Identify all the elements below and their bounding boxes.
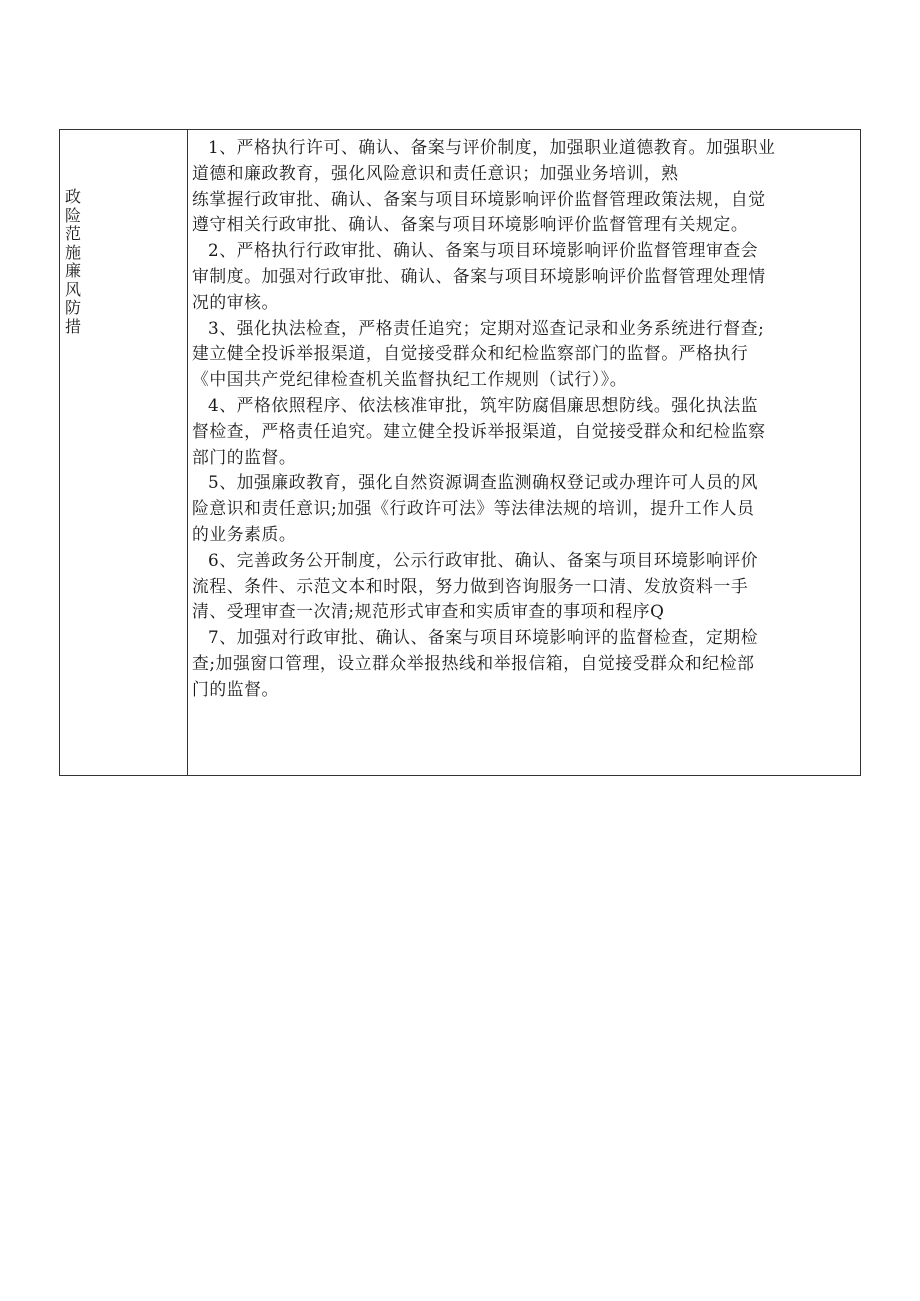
paragraph-line: 练掌握行政审批、确认、备案与项目环境影响评价监督管理政策法规，自觉 [192, 188, 766, 209]
paragraph-line: 遵守相关行政审批、确认、备案与项目环境影响评价监督管理有关规定。 [192, 214, 749, 235]
measure-paragraph-4 [192, 393, 860, 470]
paragraph-line: 部门的监督。 [192, 446, 297, 467]
paragraph-line: 险意识和责任意识;加强《行政许可法》等法律法规的培训，提升工作人员 [192, 498, 755, 519]
paragraph-line: 督检查，严格责任追究。建立健全投诉举报渠道，自觉接受群众和纪检监察 [192, 420, 766, 441]
paragraph-line: 道德和廉政教育，强化风险意识和责任意识；加强业务培训，熟 [192, 162, 679, 183]
paragraph-line: 2、严格执行行政审批、确认、备案与项目环境影响评价监督管理审查会 [208, 240, 759, 261]
measure-paragraph-2 [192, 238, 860, 315]
row-label: 政险范施廉风防措 [65, 187, 82, 336]
measure-paragraph-5 [192, 470, 860, 547]
measure-paragraph-7 [192, 625, 860, 702]
paragraph-line: 建立健全投诉举报渠道，自觉接受群众和纪检监察部门的监督。严格执行 [192, 343, 749, 364]
measure-paragraph-1 [192, 135, 860, 238]
paragraph-line: 门的监督。 [192, 678, 279, 699]
paragraph-line: 4、严格依照程序、依法核准审批，筑牢防腐倡廉思想防线。强化执法监 [208, 394, 759, 415]
paragraph-line: 审制度。加强对行政审批、确认、备案与项目环境影响评价监督管理处理情 [192, 265, 766, 286]
row-label-cell [60, 130, 188, 775]
measures-table [59, 129, 861, 776]
paragraph-line: 3、强化执法检查，严格责任追究；定期对巡查记录和业务系统进行督查; [208, 317, 765, 338]
paragraph-line: 的业务素质。 [192, 523, 297, 544]
paragraph-line: 查;加强窗口管理，设立群众举报热线和举报信箱，自觉接受群众和纪检部 [192, 652, 755, 673]
paragraph-line: 6、完善政务公开制度，公示行政审批、确认、备案与项目环境影响评价 [208, 549, 759, 570]
paragraph-line: 《中国共产党纪律检查机关监督执纪工作规则（试行）》。 [192, 369, 628, 390]
paragraph-line: 1、严格执行许可、确认、备案与评价制度，加强职业道德教育。加强职业 [208, 137, 776, 157]
measure-paragraph-3 [192, 316, 860, 393]
paragraph-line: 5、加强廉政教育，强化自然资源调查监测确权登记或办理许可人员的风 [208, 472, 759, 493]
paragraph-line: 清、受理审查一次清;规范形式审查和实质审查的事项和程序Q [192, 601, 665, 622]
row-content-cell [188, 130, 860, 775]
paragraph-line: 7、加强对行政审批、确认、备案与项目环境影响评的监督检查，定期检 [208, 627, 759, 648]
measure-paragraph-6 [192, 548, 860, 625]
paragraph-line: 流程、条件、示范文本和时限，努力做到咨询服务一口清、发放资料一手 [192, 575, 749, 596]
paragraph-line: 况的审核。 [192, 291, 279, 312]
